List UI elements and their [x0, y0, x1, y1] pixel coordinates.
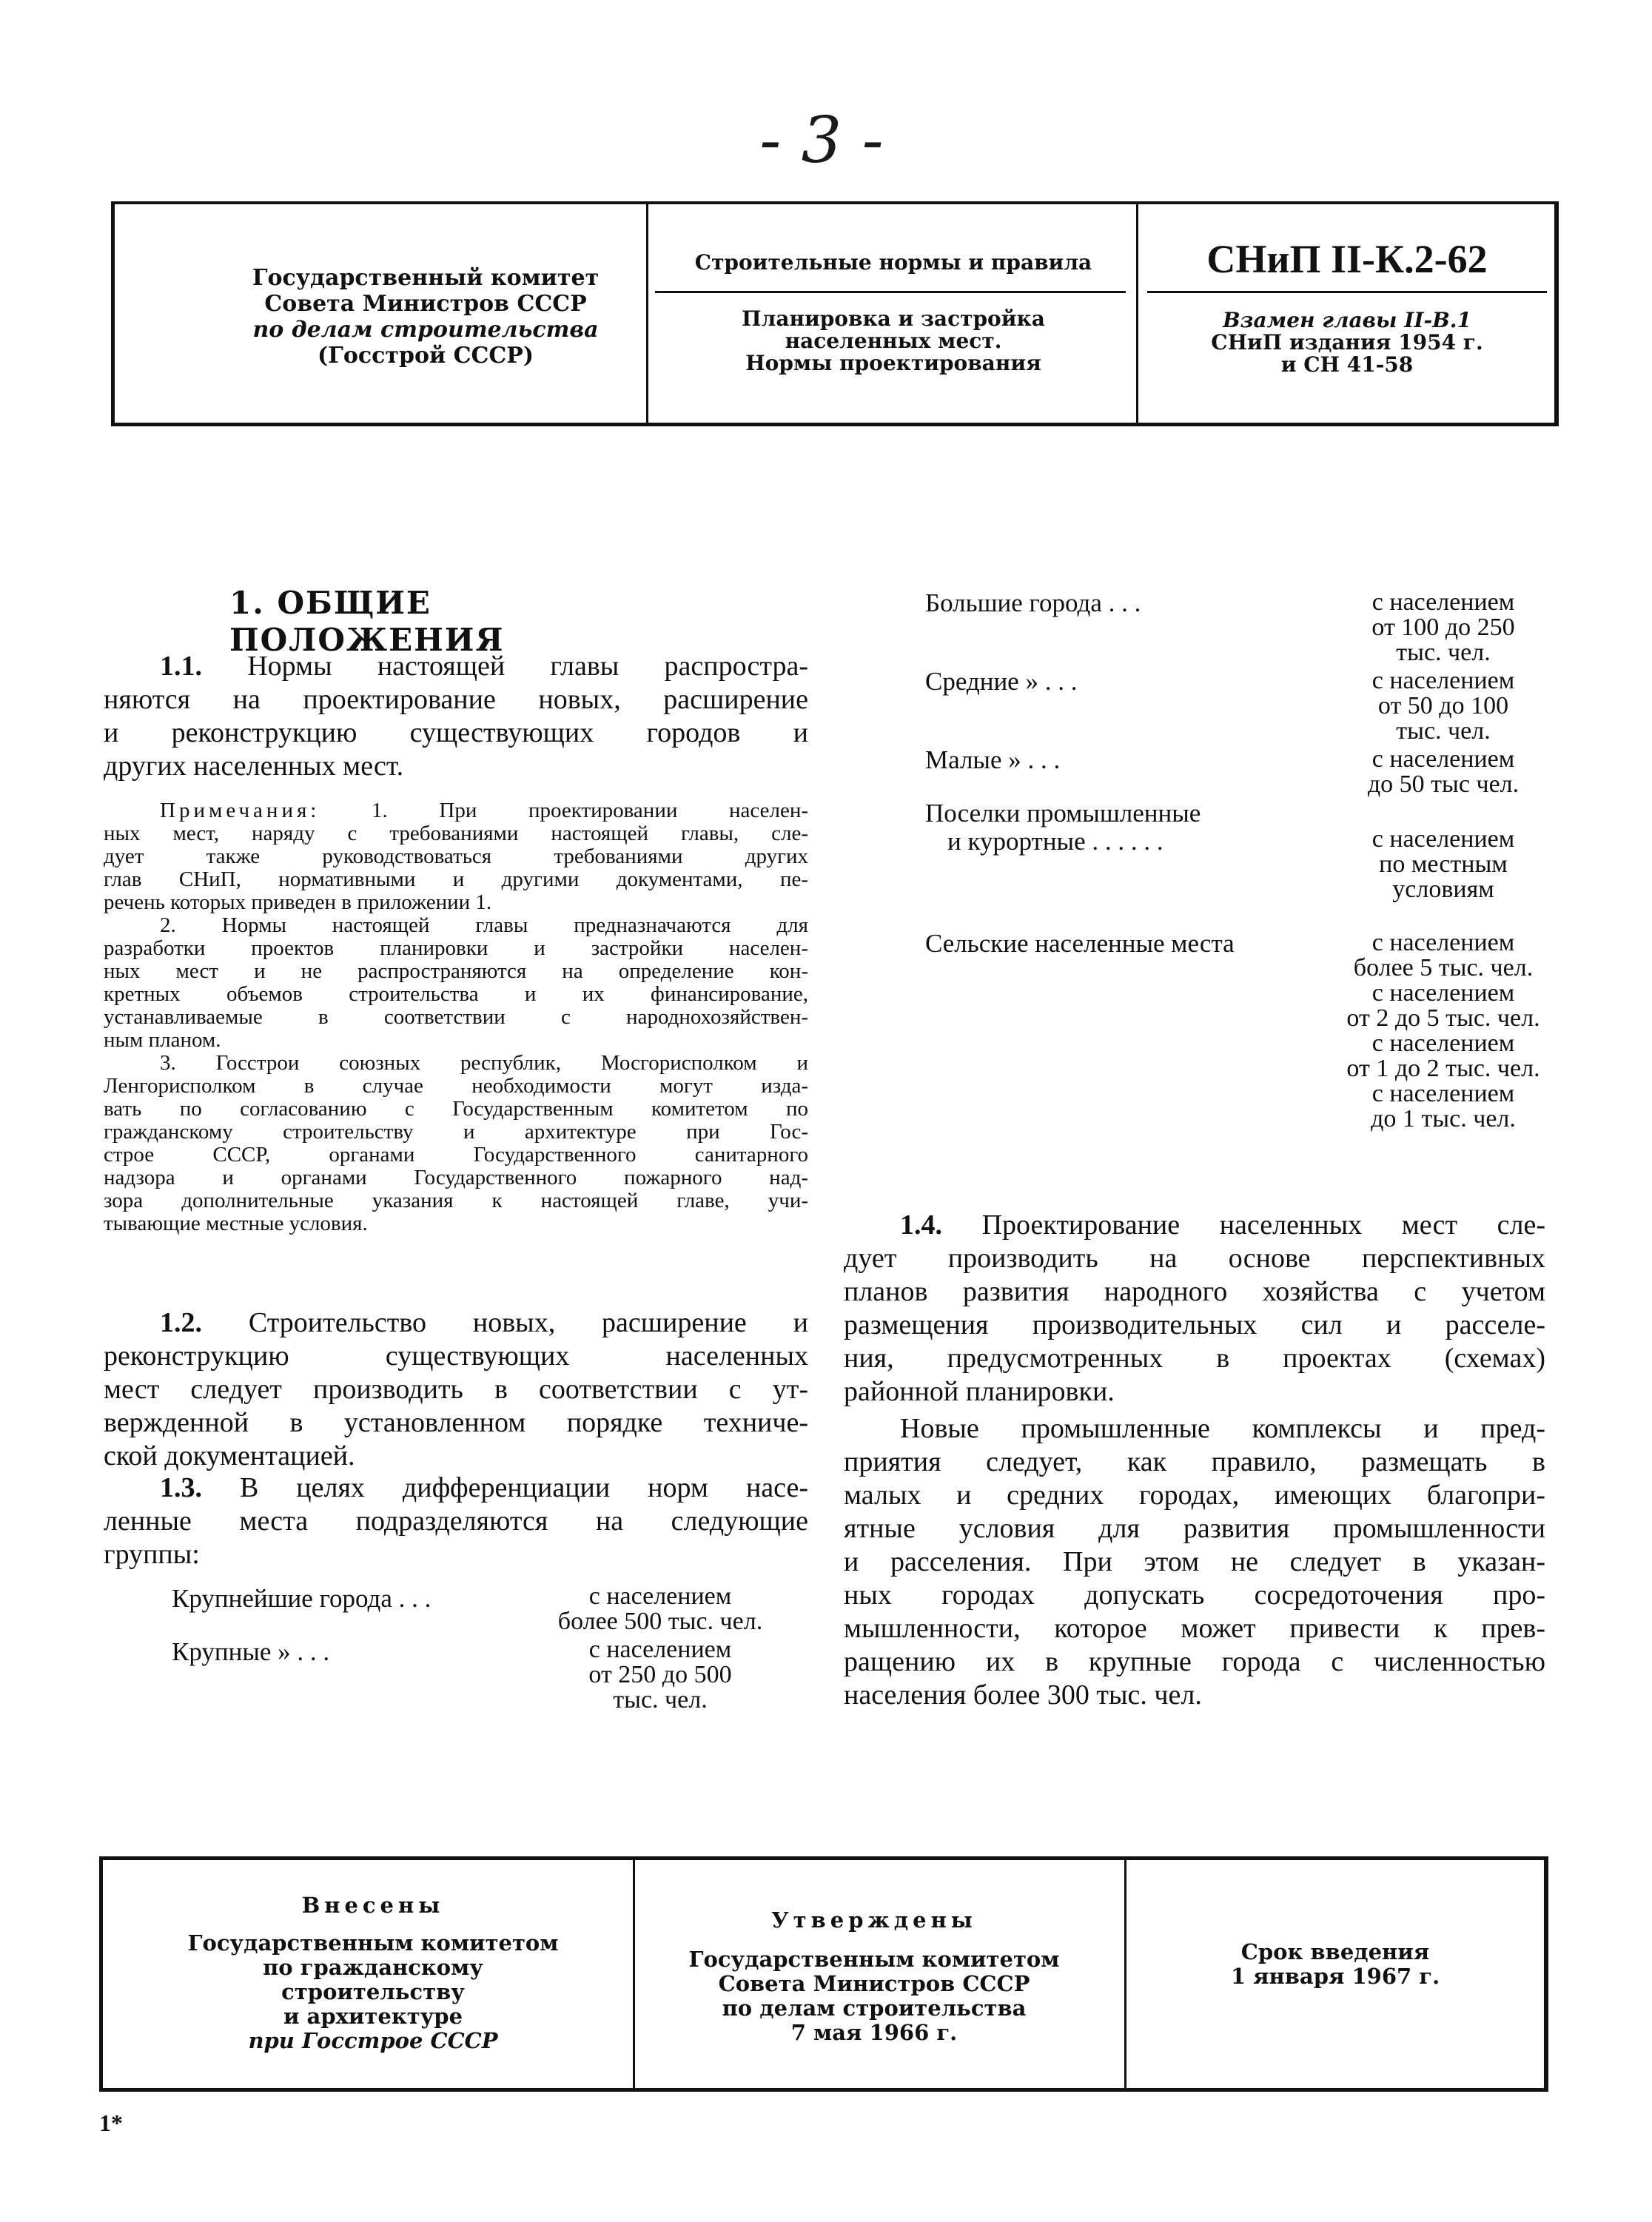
group-name: Поселки промышленные	[925, 799, 1201, 828]
group-population: с населением от 250 до 500 тыс. чел.	[588, 1636, 732, 1714]
norms-label: Строительные нормы и правила	[694, 250, 1092, 275]
group-population: с населением от 50 до 100 тыс. чел.	[1371, 667, 1515, 745]
paragraph-1-4-continued: Новые промышленные комплексы и пред- приятия следует, как правило, размещать в малых и средних городах, имеющих благопри- ятные условия для развития промышленности и расселения. При этом не следует в указан- ных городах допускать сосредоточения про- мышленности, которое может привести к прев- ращению их в крупные города с численностью населения более 300 тыс. чел.	[844, 1413, 1545, 1711]
group-population: с населением более 500 тыс. чел.	[557, 1582, 763, 1635]
organization-name: Государственный комитет Совета Министров СССР по делам строительства (Госстрой СССР)	[252, 265, 600, 369]
footer-divider-2	[1124, 1860, 1126, 2088]
group-population: с населением от 100 до 250 тыс. чел.	[1371, 588, 1515, 666]
group-name: Средние » . . .	[925, 667, 1078, 696]
group-name: Крупнейшие города . . .	[172, 1584, 432, 1613]
approved-by: Утверждены Государственным комитетом Совета Министров СССР по делам строительства 7 мая 1966 г.	[688, 1907, 1060, 2045]
paragraph-1-1: 1.1. Нормы настоящей главы распростра- няются на проектирование новых, расширение и реконструкцию существующих городов и других населенных мест.	[104, 651, 808, 782]
paragraph-1-4: 1.4. Проектирование населенных мест сле- дует производить на основе перспективных планов развития народного хозяйства с учетом размещения производительных сил и расселе- ния, предусмотренных в проектах (схемах) районной планировки.	[844, 1209, 1545, 1407]
group-name: Малые » . . .	[925, 745, 1061, 774]
page-number: - 3 -	[759, 104, 884, 178]
header-table	[111, 201, 1559, 426]
paragraph-1-3: 1.3. В целях дифференциации норм насе- ленные места подразделяются на следующие группы:	[104, 1472, 808, 1570]
effective-date: Срок введения 1 января 1967 г.	[1230, 1939, 1440, 1989]
header-rule-right	[1147, 291, 1547, 293]
section-heading: 1. ОБЩИЕ ПОЛОЖЕНИЯ	[229, 585, 505, 658]
header-rule-left	[655, 291, 1126, 293]
document-title: Планировка и застройка населенных мест. Нормы проектирования	[742, 306, 1045, 375]
group-name: Крупные » . . .	[172, 1637, 330, 1666]
group-population: с населением более 5 тыс. чел. с населением от 2 до 5 тыс. чел. с населением от 1 до 2 тыс. чел. с населением до 1 тыс. чел.	[1346, 929, 1540, 1132]
replaces-note: Взамен главы II-В.1 СНиП издания 1954 г. и СН 41-58	[1211, 308, 1483, 377]
paragraph-1-2: 1.2. Строительство новых, расширение и реконструкцию существующих населенных мест следует производить в соответствии с ут- вержденной в установленном порядке техниче- ской документацией.	[104, 1307, 808, 1471]
document-code: СНиП II-К.2-62	[1206, 237, 1488, 281]
group-population: с населением по местным условиям	[1371, 825, 1515, 903]
sheet-mark: 1*	[99, 2109, 123, 2136]
submitted-by: Внесены Государственным комитетом по гражданскому строительству и архитектуре при Госстрое СССР	[187, 1893, 559, 2053]
notes-block: Примечания: 1. При проектировании населен- ных мест, наряду с требованиями настоящей главы, сле- дует также руководствоваться требованиями других глав СНиП, нормативными и другими документами, пе- речень которых приведен в приложении 1. 2. Нормы настоящей главы предназначаются для разработки проектов планировки и застройки населен- ных мест и не распространяются на определение кон- кретных объемов строительства и их финансирование, устанавливаемые в соответствии с народнохозяйствен- ным планом. 3. Госстрои союзных республик, Мосгорисполком и Ленгорисполком в случае необходимости могут изда- вать по согласованию с Государственным комитетом по гражданскому строительству и архитектуре при Гос- строе СССР, органами Государственного санитарного надзора и органами Государственного пожарного над- зора дополнительные указания к настоящей главе, учи- тывающие местные условия.	[104, 799, 809, 1235]
group-name-continued: и курортные . . . . . .	[947, 827, 1164, 856]
group-name: Большие города . . .	[925, 588, 1141, 617]
group-name: Сельские населенные места	[925, 929, 1235, 958]
footer-table	[99, 1856, 1548, 2092]
group-population: с населением до 50 тыс чел.	[1367, 745, 1520, 798]
